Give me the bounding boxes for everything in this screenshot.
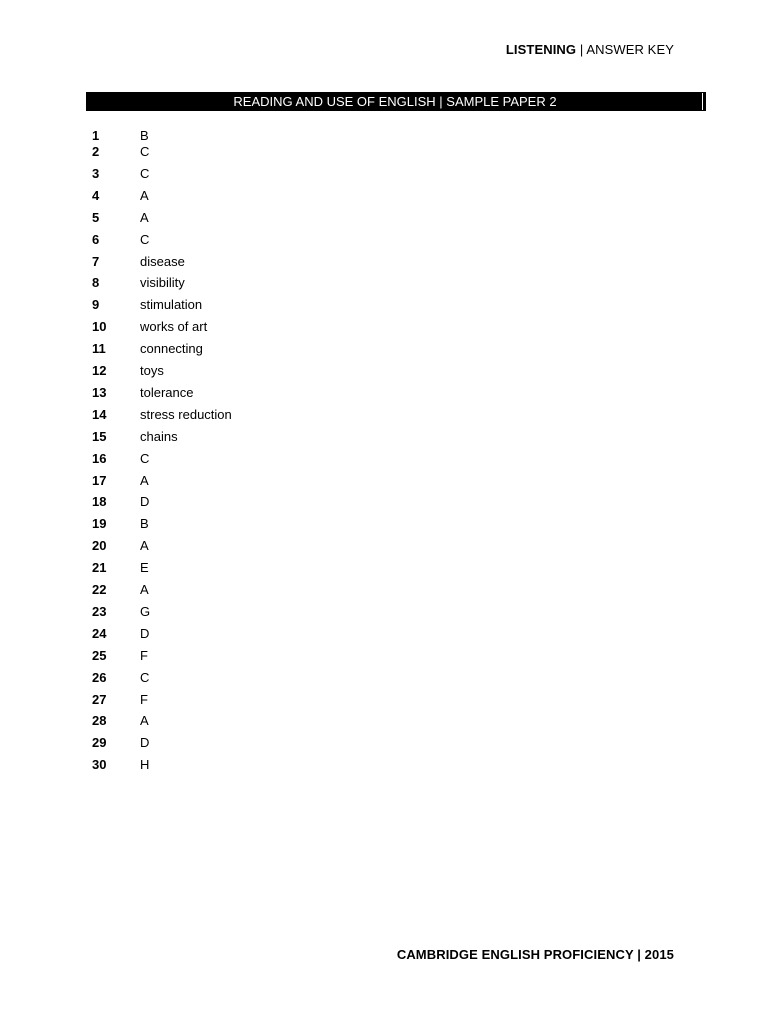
answer-value: A	[140, 472, 149, 488]
question-number: 9	[92, 297, 100, 313]
question-number: 29	[92, 735, 107, 751]
question-number: 26	[92, 669, 107, 685]
question-number: 16	[92, 450, 107, 466]
answer-value: B	[140, 516, 149, 532]
answer-value: A	[140, 209, 149, 225]
header-doc-type: ANSWER KEY	[586, 42, 674, 57]
question-number: 18	[92, 494, 107, 510]
question-number: 13	[92, 384, 107, 400]
answer-value: C	[140, 231, 150, 247]
section-banner	[86, 92, 706, 111]
answer-value: C	[140, 450, 150, 466]
question-number: 21	[92, 560, 107, 576]
answer-value: G	[140, 603, 151, 619]
question-number: 7	[92, 253, 100, 269]
answer-value: stimulation	[140, 297, 203, 313]
question-number: 27	[92, 691, 107, 707]
answer-value: F	[140, 647, 148, 663]
question-number: 19	[92, 516, 107, 532]
answer-value: A	[140, 187, 149, 203]
question-number: 5	[92, 209, 100, 225]
question-number: 2	[92, 144, 100, 159]
header-section-label: LISTENING	[505, 42, 577, 57]
question-number: 11	[92, 341, 106, 357]
question-number: 1	[92, 128, 100, 143]
question-number: 24	[92, 625, 107, 641]
answer-value: works of art	[140, 319, 208, 335]
question-number: 3	[92, 165, 100, 181]
answer-value: D	[140, 735, 150, 751]
answer-value: disease	[140, 253, 185, 269]
answer-value: C	[140, 165, 150, 181]
question-number: 8	[92, 275, 100, 291]
answer-value: A	[140, 713, 149, 729]
answer-value: stress reduction	[140, 406, 232, 422]
answer-value: connecting	[140, 341, 203, 357]
question-number: 12	[92, 363, 107, 378]
answer-value: chains	[140, 428, 178, 444]
question-number: 15	[92, 428, 107, 444]
question-number: 6	[92, 231, 100, 247]
answer-value: A	[140, 582, 149, 597]
answer-value: tolerance	[140, 384, 194, 400]
header-separator: |	[576, 42, 587, 57]
question-number: 10	[92, 319, 107, 335]
question-number: 17	[92, 472, 107, 488]
page-footer	[397, 947, 674, 962]
answer-value: visibility	[140, 275, 185, 291]
answer-value: E	[140, 560, 149, 576]
question-number: 28	[92, 713, 107, 729]
answer-value: C	[140, 144, 150, 159]
page-header	[506, 42, 674, 57]
answer-value: A	[140, 538, 149, 554]
answer-value: C	[140, 669, 150, 685]
question-number: 23	[92, 603, 107, 619]
question-number: 14	[92, 406, 107, 422]
answer-value: D	[140, 494, 150, 510]
answer-value: H	[140, 757, 150, 773]
answer-value: toys	[140, 363, 164, 378]
banner-title: READING AND USE OF ENGLISH | SAMPLE PAPER 2	[233, 94, 557, 109]
question-number: 20	[92, 538, 107, 554]
question-number: 30	[92, 757, 107, 773]
question-number: 25	[92, 647, 107, 663]
question-number: 22	[92, 582, 107, 597]
question-number: 4	[92, 187, 100, 203]
answer-value: D	[140, 625, 150, 641]
footer-text: CAMBRIDGE ENGLISH PROFICIENCY | 2015	[396, 947, 674, 962]
answer-value: F	[140, 691, 148, 707]
answer-value: B	[140, 128, 149, 143]
